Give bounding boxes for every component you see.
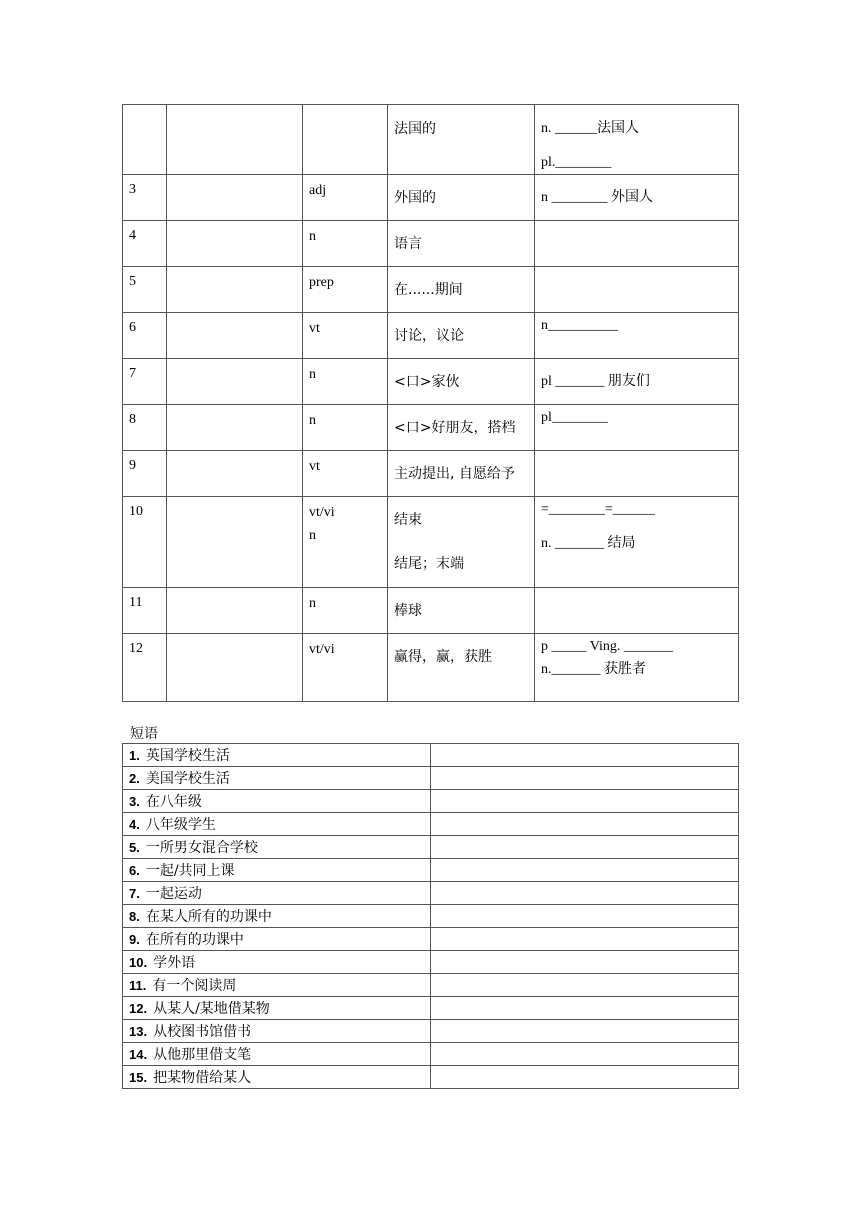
- meaning: <口>家伙: [388, 359, 535, 405]
- phrase-row: [123, 744, 739, 767]
- vocab-row: [123, 634, 739, 702]
- row-number: 10: [123, 497, 167, 588]
- row-number: 12: [123, 634, 167, 702]
- phrase-prompt: 8. 在某人所有的功课中: [123, 905, 431, 928]
- vocab-row: [123, 175, 739, 221]
- phrase-answer-cell[interactable]: [431, 1043, 739, 1066]
- phrase-row: [123, 974, 739, 997]
- part-of-speech: n: [303, 359, 388, 405]
- part-of-speech: prep: [303, 267, 388, 313]
- meaning: 法国的: [388, 105, 535, 175]
- derivative[interactable]: pl________: [535, 405, 739, 451]
- derivative[interactable]: pl _______ 朋友们: [535, 359, 739, 405]
- word-answer-cell[interactable]: [167, 405, 303, 451]
- phrase-row: [123, 1020, 739, 1043]
- derivative[interactable]: =________=______ n. _______ 结局: [535, 497, 739, 588]
- phrase-answer-cell[interactable]: [431, 744, 739, 767]
- phrase-prompt: 2. 美国学校生活: [123, 767, 431, 790]
- phrase-prompt: 11. 有一个阅读周: [123, 974, 431, 997]
- phrase-prompt: 14. 从他那里借支笔: [123, 1043, 431, 1066]
- meaning: 棒球: [388, 588, 535, 634]
- phrase-prompt: 4. 八年级学生: [123, 813, 431, 836]
- phrase-answer-cell[interactable]: [431, 951, 739, 974]
- vocab-row: [123, 588, 739, 634]
- part-of-speech: vt/vi: [303, 634, 388, 702]
- meaning: 结束 结尾；末端: [388, 497, 535, 588]
- vocab-row: [123, 221, 739, 267]
- phrase-prompt: 1. 英国学校生活: [123, 744, 431, 767]
- phrase-prompt: 15. 把某物借给某人: [123, 1066, 431, 1089]
- vocabulary-table: [122, 104, 739, 702]
- derivative[interactable]: p _____ Ving. _______ n._______ 获胜者: [535, 634, 739, 702]
- phrase-answer-cell[interactable]: [431, 928, 739, 951]
- part-of-speech: adj: [303, 175, 388, 221]
- row-number: [123, 105, 167, 175]
- row-number: 11: [123, 588, 167, 634]
- phrases-heading: 短语: [130, 726, 158, 742]
- phrase-answer-cell[interactable]: [431, 1066, 739, 1089]
- part-of-speech: n: [303, 405, 388, 451]
- word-answer-cell[interactable]: [167, 105, 303, 175]
- meaning: 赢得，赢，获胜: [388, 634, 535, 702]
- row-number: 9: [123, 451, 167, 497]
- phrase-answer-cell[interactable]: [431, 859, 739, 882]
- derivative[interactable]: [535, 588, 739, 634]
- meaning: 讨论，议论: [388, 313, 535, 359]
- word-answer-cell[interactable]: [167, 359, 303, 405]
- part-of-speech: vt: [303, 313, 388, 359]
- word-answer-cell[interactable]: [167, 267, 303, 313]
- meaning: <口>好朋友，搭档: [388, 405, 535, 451]
- phrase-row: [123, 928, 739, 951]
- phrase-answer-cell[interactable]: [431, 905, 739, 928]
- phrase-prompt: 10. 学外语: [123, 951, 431, 974]
- part-of-speech: n: [303, 221, 388, 267]
- word-answer-cell[interactable]: [167, 634, 303, 702]
- phrase-row: [123, 790, 739, 813]
- phrase-answer-cell[interactable]: [431, 767, 739, 790]
- part-of-speech: vt/vi n: [303, 497, 388, 588]
- word-answer-cell[interactable]: [167, 497, 303, 588]
- phrase-row: [123, 859, 739, 882]
- row-number: 3: [123, 175, 167, 221]
- row-number: 6: [123, 313, 167, 359]
- phrase-prompt: 6. 一起/共同上课: [123, 859, 431, 882]
- phrase-row: [123, 836, 739, 859]
- phrase-prompt: 13. 从校图书馆借书: [123, 1020, 431, 1043]
- row-number: 5: [123, 267, 167, 313]
- part-of-speech: [303, 105, 388, 175]
- derivative[interactable]: n__________: [535, 313, 739, 359]
- vocab-row: [123, 405, 739, 451]
- phrase-row: [123, 882, 739, 905]
- phrase-prompt: 12. 从某人/某地借某物: [123, 997, 431, 1020]
- derivative[interactable]: n ________ 外国人: [535, 175, 739, 221]
- vocab-row: [123, 497, 739, 588]
- phrase-row: [123, 1066, 739, 1089]
- phrase-prompt: 7. 一起运动: [123, 882, 431, 905]
- vocab-row: [123, 313, 739, 359]
- phrase-row: [123, 1043, 739, 1066]
- vocab-row: [123, 451, 739, 497]
- meaning: 在......期间: [388, 267, 535, 313]
- phrase-prompt: 3. 在八年级: [123, 790, 431, 813]
- derivative[interactable]: [535, 221, 739, 267]
- phrase-answer-cell[interactable]: [431, 1020, 739, 1043]
- phrase-answer-cell[interactable]: [431, 813, 739, 836]
- phrase-row: [123, 813, 739, 836]
- word-answer-cell[interactable]: [167, 451, 303, 497]
- word-answer-cell[interactable]: [167, 175, 303, 221]
- derivative[interactable]: n. ______法国人 pl.________: [535, 105, 739, 175]
- meaning: 语言: [388, 221, 535, 267]
- phrase-answer-cell[interactable]: [431, 836, 739, 859]
- phrases-table: [122, 743, 739, 1089]
- phrase-answer-cell[interactable]: [431, 790, 739, 813]
- phrase-answer-cell[interactable]: [431, 882, 739, 905]
- word-answer-cell[interactable]: [167, 221, 303, 267]
- phrase-row: [123, 767, 739, 790]
- phrase-row: [123, 997, 739, 1020]
- word-answer-cell[interactable]: [167, 313, 303, 359]
- phrase-row: [123, 905, 739, 928]
- word-answer-cell[interactable]: [167, 588, 303, 634]
- row-number: 7: [123, 359, 167, 405]
- meaning: 主动提出, 自愿给予: [388, 451, 535, 497]
- phrase-prompt: 9. 在所有的功课中: [123, 928, 431, 951]
- vocab-row: [123, 267, 739, 313]
- part-of-speech: n: [303, 588, 388, 634]
- phrase-answer-cell[interactable]: [431, 974, 739, 997]
- phrase-row: [123, 951, 739, 974]
- derivative[interactable]: [535, 451, 739, 497]
- part-of-speech: vt: [303, 451, 388, 497]
- vocab-row: [123, 359, 739, 405]
- row-number: 4: [123, 221, 167, 267]
- row-number: 8: [123, 405, 167, 451]
- derivative[interactable]: [535, 267, 739, 313]
- phrase-answer-cell[interactable]: [431, 997, 739, 1020]
- meaning: 外国的: [388, 175, 535, 221]
- phrase-prompt: 5. 一所男女混合学校: [123, 836, 431, 859]
- vocab-row: [123, 105, 739, 175]
